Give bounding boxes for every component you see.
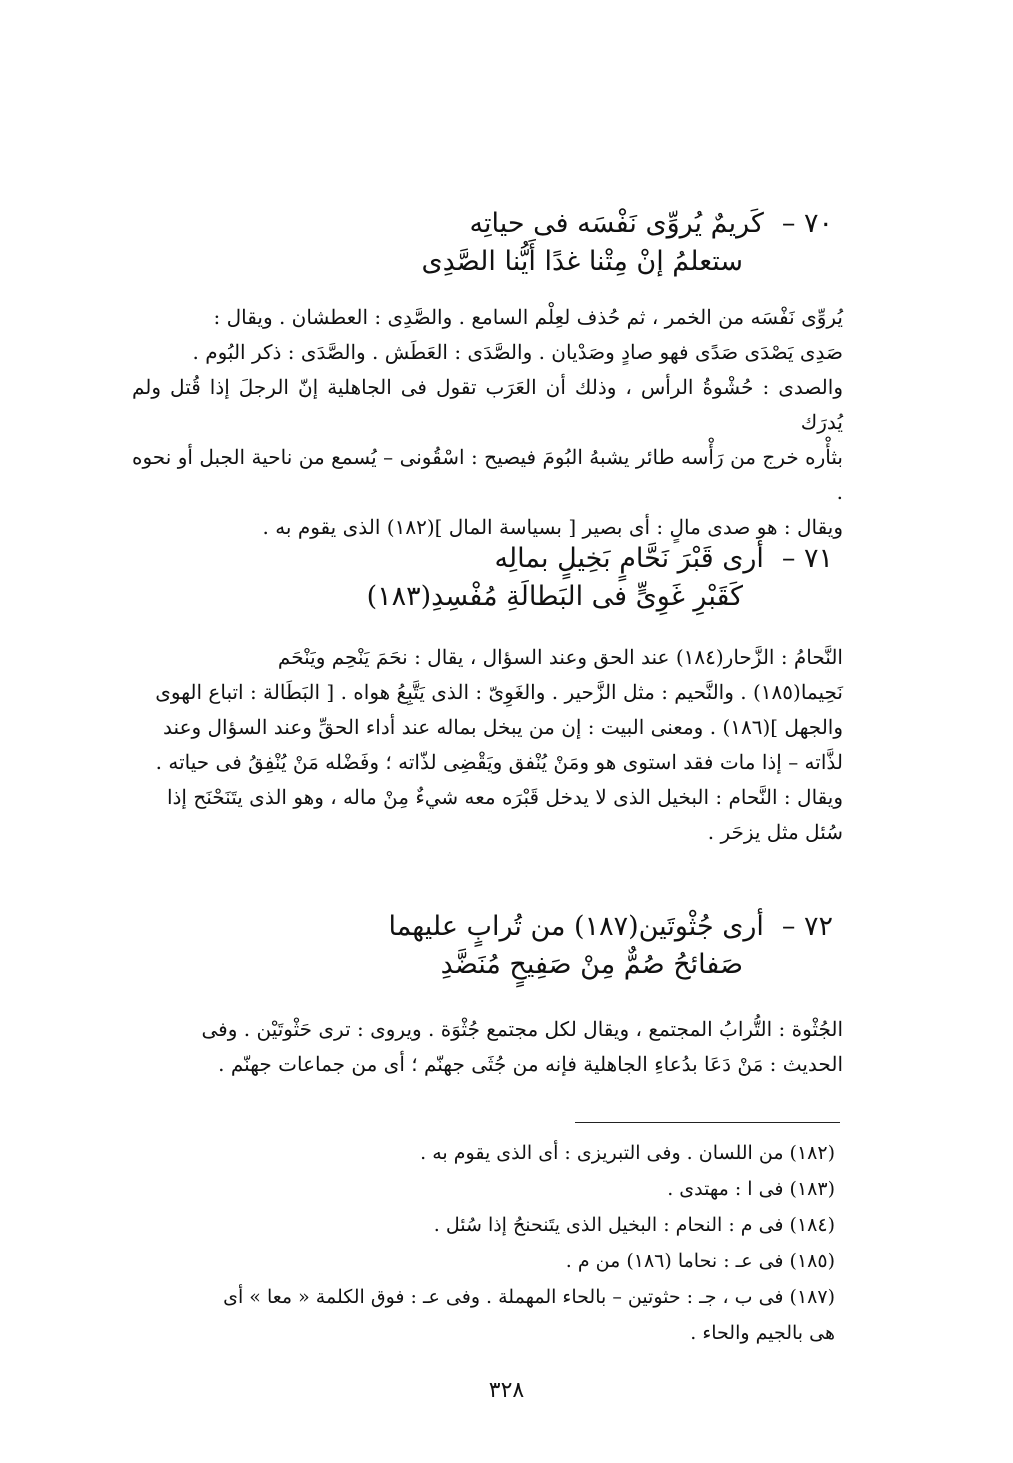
verse-number: ٧٠ – [781, 208, 833, 239]
commentary-72 [132, 1012, 843, 1082]
verse-second-hemistich: كَقَبْرِ غَوِىٍّ فى البَطالَةِ مُفْسِدِ(١٨٣) [366, 581, 743, 612]
commentary-line: نَحِيما(١٨٥) . والنَّحيم : مثل الزَّحير . والغَوِىّ : الذى يَتَّبِعُ هواه . [ البَطَالة : اتباع الهوى [155, 680, 843, 704]
footnotes [115, 1135, 835, 1351]
verse-second-hemistich: صَفائحُ صُمٌّ مِنْ صَفِيحٍ مُنَضَّدِ [440, 949, 743, 980]
footnote: (١٨٣) فى ا : مهتدى . [667, 1178, 835, 1200]
commentary-line: بثأْره خرج من رَأْسه طائر يشبهُ البُومَ فيصيح : اسْقُونى – يُسمع من ناحية الجبل أو نحوه . [132, 445, 843, 504]
verse-70 [110, 205, 833, 281]
footnote: (١٨٤) فى م : النحام : البخيل الذى يتَنحنحُ إذا سُئل . [433, 1214, 835, 1236]
verse-first-hemistich: كَريمٌ يُروِّى نَفْسَه فى حياتِه [469, 208, 764, 239]
commentary-line: الجُثْوة : التُّرابُ المجتمع ، ويقال لكل مجتمع جُثْوَة . ويروى : ترى حَثْوتَيْن . وفى [201, 1017, 843, 1041]
commentary-71 [132, 640, 843, 850]
commentary-line: سُئل مثل يزحَر . [707, 820, 843, 844]
verse-72 [110, 908, 833, 984]
footnote-divider [575, 1122, 840, 1123]
footnote: (١٨٢) من اللسان . وفى التبريزى : أى الذى يقوم به . [420, 1142, 835, 1164]
commentary-line: صَدِى يَصْدَى صَدًى فهو صادٍ وصَدْيان . والصَّدَى : العَطَش . والصَّدَى : ذكر البُوم . [192, 340, 843, 364]
commentary-line: ويقال : النَّحام : البخيل الذى لا يدخل قَبْرَه معه شيءٌ مِنْ ماله ، وهو الذى يتَنَحْنَح إذا [166, 785, 843, 809]
verse-second-hemistich: ستعلمُ إنْ مِتْنا غدًا أَيُّنا الصَّدِى [421, 246, 743, 277]
footnote-continuation: هى بالجيم والحاء . [690, 1322, 835, 1344]
verse-number: ٧١ – [781, 543, 833, 574]
commentary-line: والجهل ](١٨٦) . ومعنى البيت : إن من يبخل بماله عند أداء الحقِّ وعند السؤال وعند [163, 715, 843, 739]
page-number: ٣٢٨ [488, 1378, 525, 1403]
verse-number: ٧٢ – [781, 911, 833, 942]
footnote: (١٨٥) فى عـ : نحاما (١٨٦) من م . [565, 1250, 835, 1272]
commentary-line: النَّحامُ : الزَّحار(١٨٤) عند الحق وعند السؤال ، يقال : نحَمَ يَنْحِم ويَنْحَم [277, 645, 843, 669]
commentary-line: ويقال : هو صدى مالٍ : أى بصير [ بسياسة المال ](١٨٢) الذى يقوم به . [262, 515, 843, 539]
commentary-70 [132, 300, 843, 545]
commentary-line: والصدى : حُشْوةُ الرأس ، وذلك أن العَرَب تقول فى الجاهلية إنّ الرجلَ إذا قُتل ولم يُدرَك [132, 375, 843, 434]
commentary-line: الحديث : مَنْ دَعَا بدُعاءِ الجاهلية فإنه من جُثَى جهنّم ؛ أى من جماعات جهنّم . [218, 1052, 843, 1076]
verse-71 [110, 540, 833, 616]
footnote: (١٨٧) فى ب ، جـ : حثوتين – بالحاء المهملة . وفى عـ : فوق الكلمة « معا » أى [223, 1286, 835, 1308]
verse-first-hemistich: أرى قَبْرَ نَحَّامٍ بَخِيلٍ بمالِه [494, 543, 764, 574]
commentary-line: يُروِّى نَفْسَه من الخمر ، ثم حُذف لعِلْم السامع . والصَّدِى : العطشان . ويقال : [213, 305, 843, 329]
verse-first-hemistich: أرى جُثْوتَين(١٨٧) من تُرابٍ عليهما [388, 911, 764, 942]
commentary-line: لذَّاته – إذا مات فقد استوى هو ومَنْ يُنْفق ويَقْضِى لذّاته ؛ وفَضْله مَنْ يُنْفِقُ فى حياته . [155, 750, 843, 774]
